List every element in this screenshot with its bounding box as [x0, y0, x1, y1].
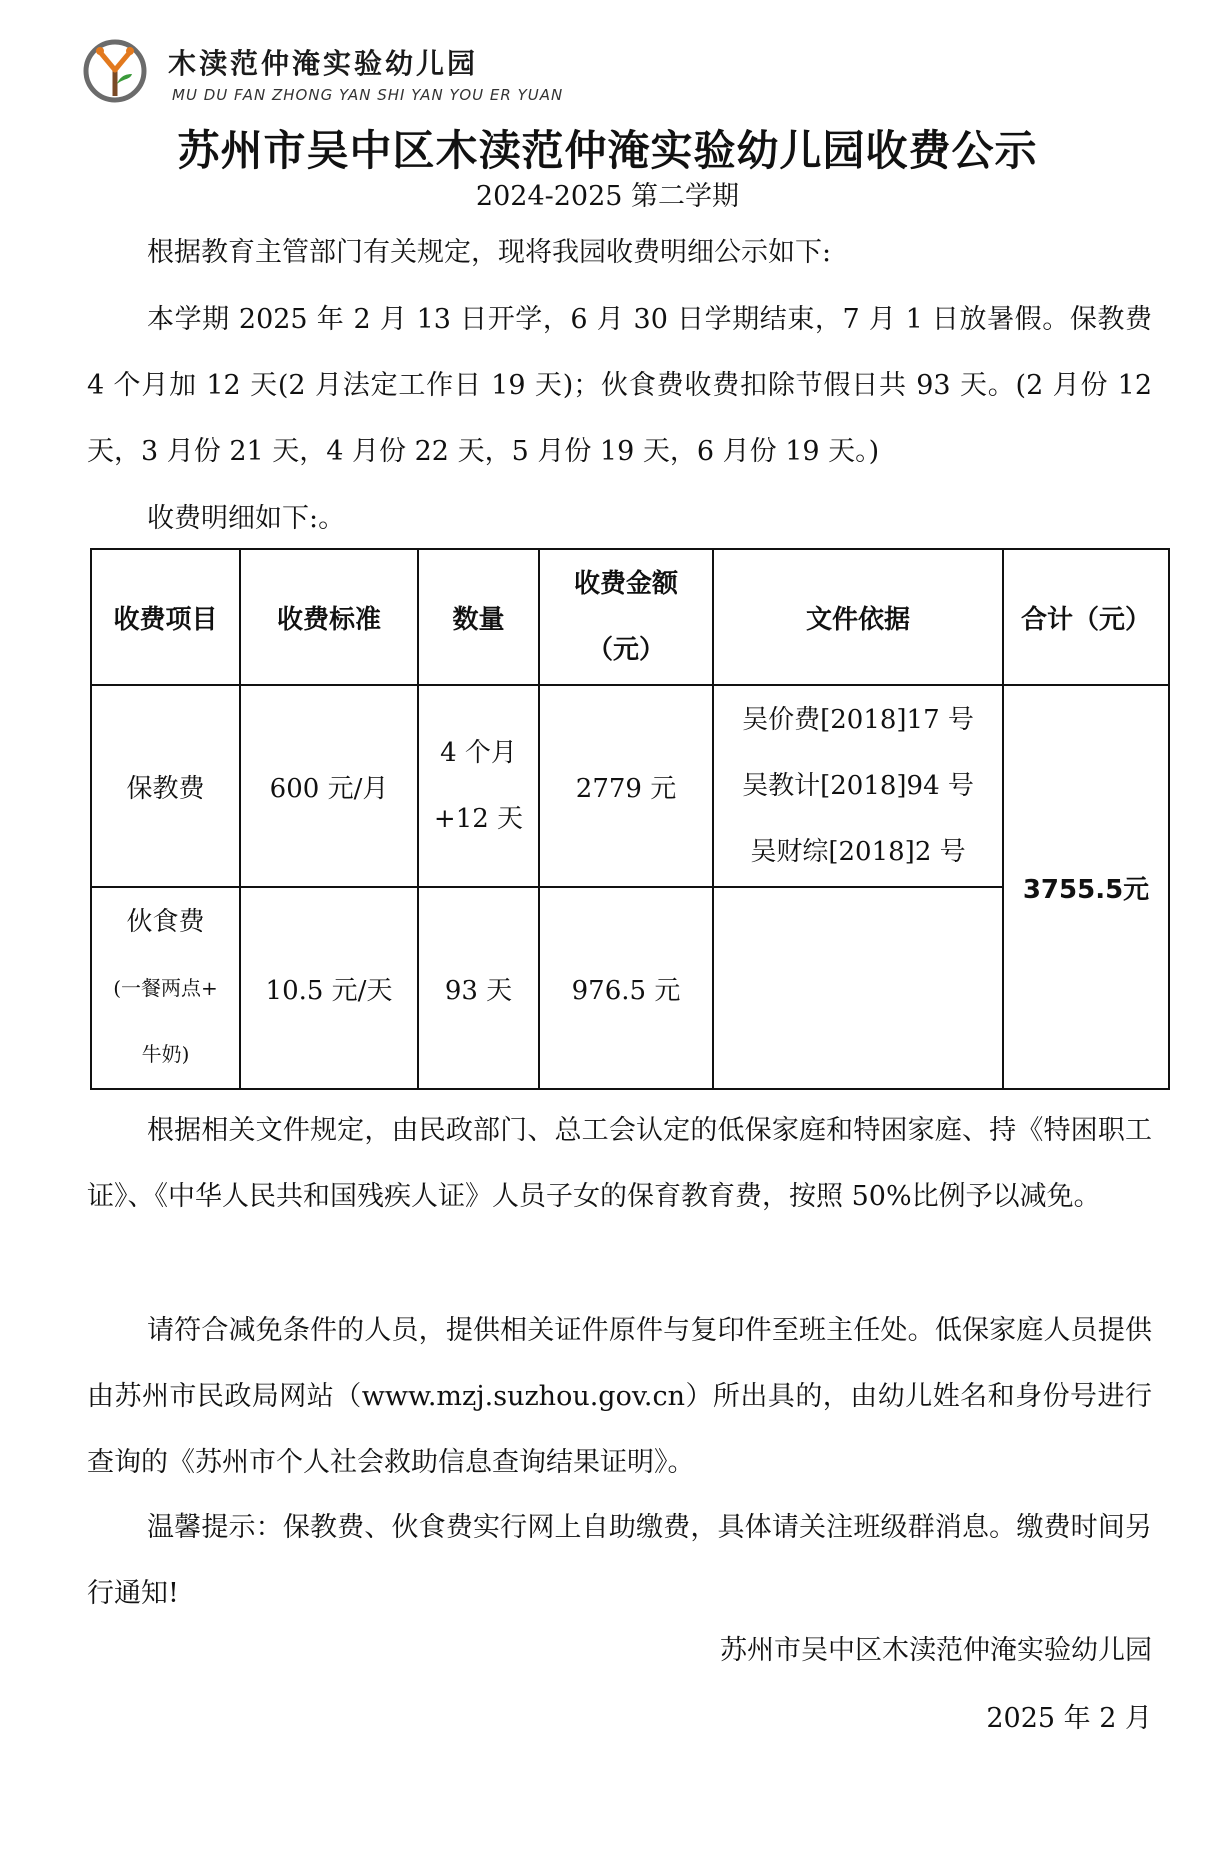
basis-document: 吴价费[2018]17 号 [742, 705, 974, 735]
row-quantity: 93 天 [418, 887, 539, 1089]
row-item-note [92, 955, 239, 1087]
reduction-procedure-paragraph: 请符合减免条件的人员，提供相关证件原件与复印件至班主任处。低保家庭人员提供由苏州市民政局网站（www.mzj.suzhou.gov.cn）所出具的，由幼儿姓名和身份号进行查询的《苏州市个人社会救助信息查询结果证明》。 [87, 1315, 1152, 1478]
signature-organization: 苏州市吴中区木渎范仲淹实验幼儿园 [720, 1635, 1152, 1666]
row-amount: 2779 元 [539, 685, 713, 887]
fee-table [90, 548, 1170, 1090]
row-quantity [418, 685, 539, 887]
header-amount-line1: 收费金额 [573, 569, 678, 599]
page-title: 苏州市吴中区木渎范仲淹实验幼儿园收费公示 [177, 126, 1038, 175]
row-item [91, 887, 240, 1089]
row-item-label: 伙食费 [126, 907, 205, 937]
logo-pinyin-name: MU DU FAN ZHONG YAN SHI YAN YOU ER YUAN [172, 86, 564, 104]
signature-date: 2025 年 2 月 [986, 1703, 1152, 1734]
row-standard: 10.5 元/天 [240, 887, 418, 1089]
row-basis [713, 685, 1003, 887]
row-quantity-line2: +12 天 [433, 804, 524, 834]
intro-paragraph: 根据教育主管部门有关规定，现将我园收费明细公示如下: [147, 237, 832, 268]
table-row [91, 685, 1169, 887]
header-basis: 文件依据 [713, 549, 1003, 685]
header-item: 收费项目 [91, 549, 240, 685]
row-item-note-line2: 牛奶) [141, 1042, 190, 1066]
logo-tree-icon [82, 38, 148, 104]
payment-reminder-paragraph: 温馨提示：保教费、伙食费实行网上自助缴费，具体请关注班级群消息。缴费时间另行通知! [87, 1512, 1152, 1609]
kindergarten-logo [82, 36, 602, 116]
basis-document: 吴财综[2018]2 号 [750, 837, 966, 867]
header-amount [539, 549, 713, 685]
header-standard: 收费标准 [240, 549, 418, 685]
row-standard: 600 元/月 [240, 685, 418, 887]
table-header-row [91, 549, 1169, 685]
semester-dates-paragraph: 本学期 2025 年 2 月 13 日开学，6 月 30 日学期结束，7 月 1 日放暑假。保教费 4 个月加 12 天(2 月法定工作日 19 天)；伙食费收费扣除节假日共 93 天。(2 月份 12 天，3 月份 21 天，4 月份 22 天，5 月份 19 天，6 月份 19 天。) [87, 304, 1152, 467]
basis-document: 吴教计[2018]94 号 [742, 771, 974, 801]
row-basis-empty [713, 887, 1003, 1089]
row-item: 保教费 [91, 685, 240, 887]
row-item-note-line1: (一餐两点+ [113, 976, 218, 1000]
logo-chinese-name: 木渎范仲淹实验幼儿园 [168, 47, 479, 80]
header-amount-line2: （元） [586, 635, 665, 665]
fee-detail-intro: 收费明细如下:。 [147, 503, 346, 534]
total-amount: 3755.5元 [1003, 685, 1169, 1089]
header-quantity: 数量 [418, 549, 539, 685]
header-total: 合计（元） [1003, 549, 1169, 685]
row-quantity-line1: 4 个月 [440, 738, 517, 768]
semester-subtitle: 2024-2025 第二学期 [475, 181, 740, 212]
row-amount: 976.5 元 [539, 887, 713, 1089]
reduction-policy-paragraph: 根据相关文件规定，由民政部门、总工会认定的低保家庭和特困家庭、持《特困职工证》、《中华人民共和国残疾人证》人员子女的保育教育费，按照 50%比例予以减免。 [87, 1115, 1152, 1212]
